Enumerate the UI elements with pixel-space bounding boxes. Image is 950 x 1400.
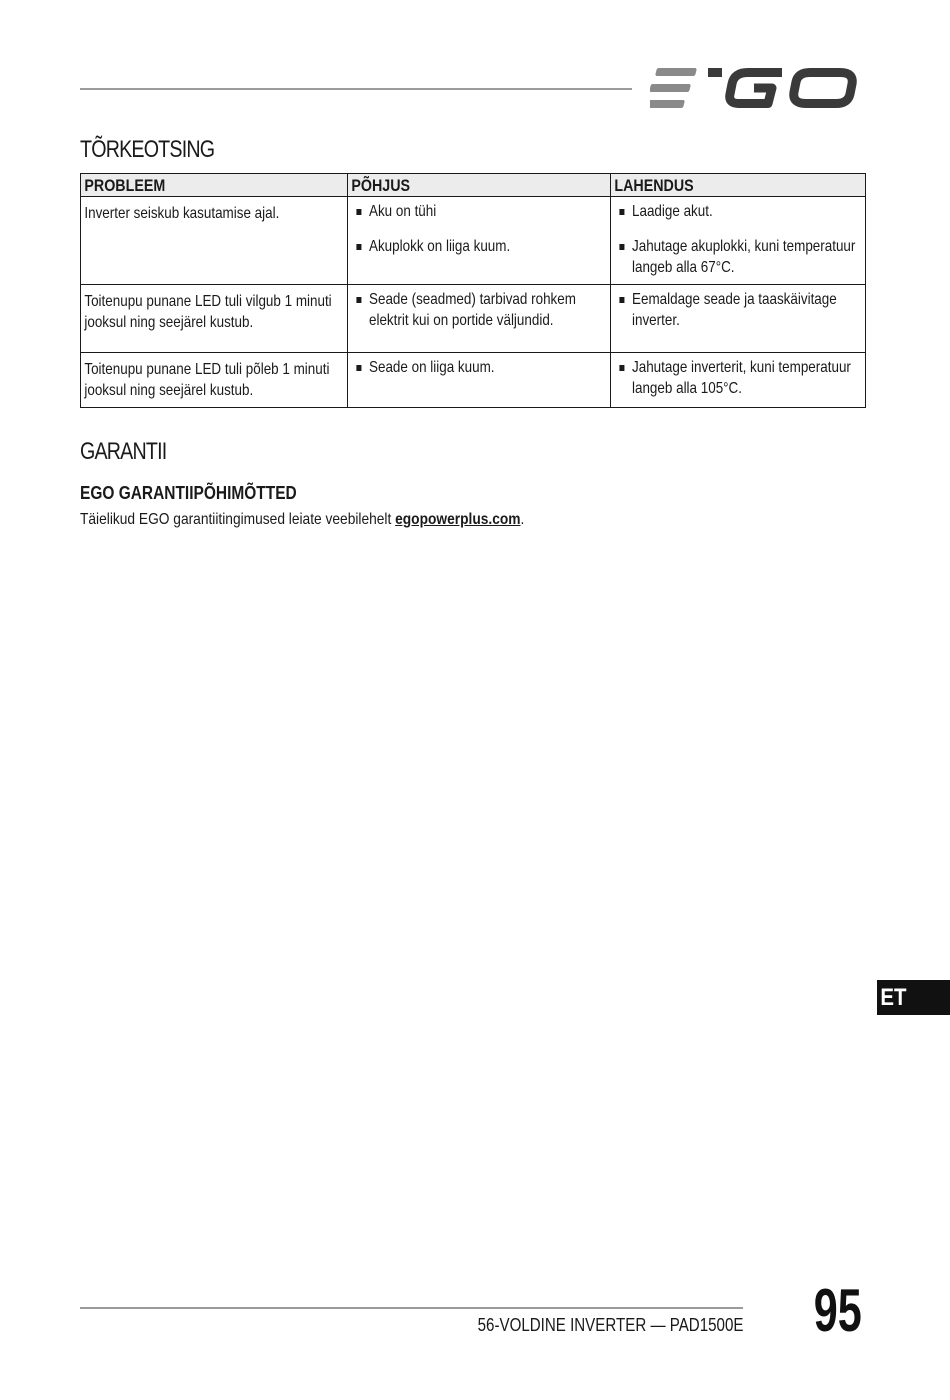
list-item: Aku on tühi [351,201,613,222]
ego-logo [650,64,862,112]
table-row [81,197,866,285]
list-item: Jahutage akuplokki, kuni temperatuur langeb alla 67°C. [614,236,868,278]
problem-cell: Inverter seiskub kasutamise ajal. [81,197,348,285]
warranty-link[interactable]: egopowerplus.com [395,511,521,528]
table-row [81,353,866,408]
warranty-title: GARANTII [80,438,167,465]
footer-rule [80,1307,743,1309]
solution-cell [611,353,866,408]
language-tab [877,980,950,1015]
list-item: Seade on liiga kuum. [351,357,613,378]
solution-cell [611,197,866,285]
list-item: Laadige akut. [614,201,868,222]
column-header-problem: PROBLEEM [81,174,348,197]
solution-cell [611,285,866,353]
column-header-cause: PÕHJUS [348,174,611,197]
warranty-subtitle: EGO GARANTIIPÕHIMÕTTED [80,483,297,503]
list-item: Eemaldage seade ja taaskäivitage inverter. [614,289,868,331]
troubleshooting-title: TÕRKEOTSING [80,136,215,163]
list-item: Akuplokk on liiga kuum. [351,236,613,257]
problem-cell: Toitenupu punane LED tuli vilgub 1 minuti jooksul ning seejärel kustub. [81,285,348,353]
cause-cell [348,285,611,353]
warranty-text-after: . [520,511,525,528]
table-header-row [81,174,866,197]
troubleshooting-table [80,173,866,408]
page-number: 95 [813,1277,862,1344]
list-item: Jahutage inverterit, kuni temperatuur langeb alla 105°C. [614,357,868,399]
warranty-text-before: Täielikud EGO garantiitingimused leiate veebilehelt [80,511,396,528]
list-item: Seade (seadmed) tarbivad rohkem elektrit kui on portide väljundid. [351,289,613,331]
table-row [81,285,866,353]
language-tab-label: ET [880,984,907,1011]
cause-cell [348,353,611,408]
column-header-solution: LAHENDUS [611,174,866,197]
footer-product: 56-VOLDINE INVERTER — PAD1500E [477,1315,743,1335]
cause-cell [348,197,611,285]
warranty-text [80,511,524,529]
header-rule [80,88,632,90]
problem-cell: Toitenupu punane LED tuli põleb 1 minuti jooksul ning seejärel kustub. [81,353,348,408]
